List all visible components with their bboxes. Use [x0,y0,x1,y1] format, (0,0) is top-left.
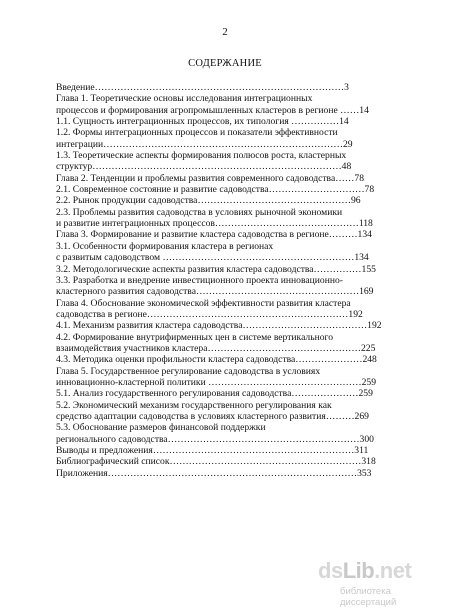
toc-line: 2.2. Рынок продукции садоводства…………………………………………96 [56,195,361,207]
toc-line: 2.3. Проблемы развития садоводства в условиях рыночной экономики [56,206,343,218]
toc-line: 3.2. Методологические аспекты развития кластера садоводства……………155 [56,263,376,275]
toc-line: процессов и формирования агропромышленных кластеров в регионе ……14 [56,104,369,116]
toc-line: Введение……………………………………………………………………3 [56,82,349,93]
toc-line: Глава 3. Формирование и развитие кластера садоводства в регионе………134 [56,229,372,241]
toc-line: взаимодействия участников кластера…………………………………………225 [56,342,376,354]
watermark-tagline: библиотека диссертаций [340,586,397,608]
toc-line: Глава 5. Государственное регулирование садоводства в условиях [56,365,321,377]
toc-line: 4.1. Механизм развития кластера садоводства…………………………………192 [56,320,382,332]
toc-line: 5.2. Экономический механизм государственного регулирования как [56,399,332,411]
toc-line: 3.3. Разработка и внедрение инвестиционного проекта инновационно- [56,274,343,286]
toc-line: регионального садоводства……………………………………………………300 [56,433,374,445]
toc-line: 3.1. Особенности формирования кластера в регионах [56,240,274,252]
toc-line: 1.2. Формы интеграционных процессов и показатели эффективности [56,127,338,139]
toc-line: Приложения……………………………………………………………………353 [56,467,372,479]
toc-line: кластерного развития садоводства……………………………………………169 [56,286,374,298]
toc-line: 5.1. Анализ государственного регулирования садоводства…………………259 [56,388,373,400]
toc-line: 1.1. Сущность интеграционных процессов, их типология ……………14 [56,116,349,128]
toc-line: Глава 1. Теоретические основы исследования интеграционных [56,93,313,105]
toc-line: 4.2. Формирование внутрифирменных цен в системе вертикального [56,331,334,343]
toc-line: Библиографический список……………………………………………………318 [56,456,376,468]
toc-line: 5.3. Обоснование размеров финансовой поддержки [56,422,266,434]
toc-line: структур……………………………………………………………………48 [56,161,352,173]
page-number: 2 [222,26,228,38]
toc-line: интеграции…………………………………………………………………29 [56,138,353,150]
toc-line: с развитым садоводством ……………………………………………………134 [56,252,369,264]
toc-line: и развитие интеграционных процессов………………………………………118 [56,218,373,230]
toc-line: инновационно-кластерной политики …………………………………………259 [56,376,376,388]
table-of-contents [56,82,398,479]
toc-line: 1.3. Теоретические аспекты формирования полюсов роста, кластерных [56,150,347,162]
toc-line: 2.1. Современное состояние и развитие садоводства…………………………78 [56,184,375,196]
toc-line: Глава 2. Тенденции и проблемы развития современного садоводства……78 [56,172,364,184]
toc-line: 4.3. Методика оценки профильности кластера садоводства…………………248 [56,354,377,366]
toc-line: Глава 4. Обоснование экономической эффективности развития кластера [56,297,351,309]
watermark [318,558,443,608]
toc-line: средство адаптации садоводства в условиях кластерного развития………269 [56,410,369,422]
toc-line: Выводы и предложения………………………………………………………311 [56,445,369,456]
toc-line: садоводства в регионе………………………………………………………192 [56,308,363,320]
toc-heading: СОДЕРЖАНИЕ [188,58,262,69]
dslib-logo: dsLib.net [318,558,412,583]
